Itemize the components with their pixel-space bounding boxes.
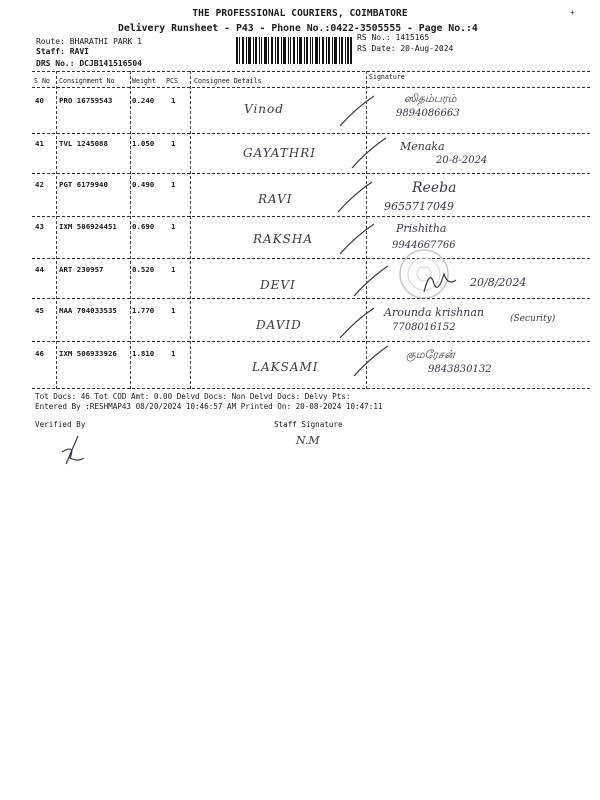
signature-date: 20-8-2024 bbox=[436, 155, 488, 166]
table-bottom-rule bbox=[32, 388, 590, 389]
row-weight: 0.490 bbox=[132, 180, 155, 189]
row-divider bbox=[32, 258, 590, 259]
row-consignment-no: IXM 506924451 bbox=[59, 222, 117, 231]
row-consignment-no: PRO 16759543 bbox=[59, 96, 113, 105]
consignee-handwriting: GAYATHRI bbox=[243, 146, 317, 160]
row-sno: 40 bbox=[35, 96, 44, 105]
col-header-pcs: PCS bbox=[166, 77, 178, 85]
rs-date: RS Date: 20-Aug-2024 bbox=[357, 44, 454, 53]
col-header-consignee: Consignee Details bbox=[194, 77, 262, 85]
row-sno: 43 bbox=[35, 222, 44, 231]
row-consignment-no: PGT 6179940 bbox=[59, 180, 108, 189]
verifier-signature-icon bbox=[56, 434, 88, 470]
consignee-handwriting: DEVI bbox=[260, 278, 296, 292]
delivery-tick-icon bbox=[336, 180, 376, 214]
col-header-weight: Weight bbox=[132, 77, 156, 85]
row-pcs: 1 bbox=[171, 265, 176, 274]
row-pcs: 1 bbox=[171, 222, 176, 231]
row-weight: 0.690 bbox=[132, 222, 155, 231]
row-pcs: 1 bbox=[171, 306, 176, 315]
signature-phone: 9655717049 bbox=[384, 200, 454, 213]
signature-scribble-icon bbox=[420, 266, 460, 296]
row-divider bbox=[32, 173, 590, 174]
col-header-sno: S No bbox=[34, 77, 50, 85]
delivery-tick-icon bbox=[338, 94, 378, 128]
row-weight: 1.810 bbox=[132, 349, 155, 358]
row-pcs: 1 bbox=[171, 96, 176, 105]
signature-handwriting: Prishitha bbox=[396, 222, 447, 235]
consignee-handwriting: RAVI bbox=[258, 192, 293, 206]
row-divider bbox=[32, 216, 590, 217]
table-header-rule bbox=[32, 87, 590, 88]
delivery-tick-icon bbox=[338, 222, 378, 256]
col-header-consignment: Consignment No bbox=[59, 77, 115, 85]
row-divider bbox=[32, 341, 590, 342]
delivery-tick-icon bbox=[352, 264, 392, 298]
delivery-tick-icon bbox=[338, 306, 378, 340]
row-consignment-no: MAA 704033535 bbox=[59, 306, 117, 315]
staff-label: Staff: RAVI bbox=[36, 47, 89, 56]
row-pcs: 1 bbox=[171, 349, 176, 358]
signature-handwriting: Reeba bbox=[412, 180, 457, 196]
row-consignment-no: TVL 1245088 bbox=[59, 139, 108, 148]
row-sno: 41 bbox=[35, 139, 44, 148]
delivery-tick-icon bbox=[352, 344, 392, 378]
entered-by-line: Entered By :RESHMAP43 08/20/2024 10:46:57 AM Printed On: 20-08-2024 10:47:11 bbox=[35, 402, 383, 411]
table-top-rule bbox=[32, 71, 590, 72]
row-weight: 0.520 bbox=[132, 265, 155, 274]
delivery-tick-icon bbox=[350, 136, 390, 170]
consignee-handwriting: LAKSAMI bbox=[252, 360, 319, 374]
signature-note: (Security) bbox=[510, 314, 556, 324]
barcode-icon bbox=[236, 37, 352, 64]
row-pcs: 1 bbox=[171, 139, 176, 148]
route-label: Route: BHARATHI PARK 1 bbox=[36, 37, 142, 46]
signature-handwriting: ஸிதம்பரம் bbox=[404, 92, 457, 105]
rs-number: RS No.: 1415165 bbox=[357, 33, 430, 42]
row-consignment-no: IXM 506933926 bbox=[59, 349, 117, 358]
corner-mark: + bbox=[570, 8, 575, 17]
row-sno: 42 bbox=[35, 180, 44, 189]
company-name: THE PROFESSIONAL COURIERS, COIMBATORE bbox=[192, 8, 408, 19]
consignee-handwriting: RAKSHA bbox=[253, 232, 314, 246]
row-divider bbox=[32, 133, 590, 134]
staff-signature-handwriting: N.M bbox=[296, 434, 320, 447]
row-sno: 44 bbox=[35, 265, 44, 274]
signature-handwriting: Menaka bbox=[400, 140, 445, 153]
signature-handwriting: Arounda krishnan bbox=[384, 306, 484, 319]
row-sno: 46 bbox=[35, 349, 44, 358]
runsheet-title: Delivery Runsheet - P43 - Phone No.:0422-3505555 - Page No.:4 bbox=[118, 23, 478, 34]
row-consignment-no: ART 230957 bbox=[59, 265, 104, 274]
row-weight: 0.240 bbox=[132, 96, 155, 105]
row-divider bbox=[32, 298, 590, 299]
signature-phone: 9944667766 bbox=[392, 240, 456, 251]
signature-phone: 9894086663 bbox=[396, 108, 460, 119]
staff-signature-label: Staff Signature bbox=[274, 420, 343, 429]
signature-handwriting: குமரேசன் bbox=[406, 348, 455, 361]
consignee-handwriting: Vinod bbox=[244, 102, 284, 116]
col-header-signature: Signature bbox=[369, 73, 405, 81]
verified-by-label: Verified By bbox=[35, 420, 86, 429]
totals-line: Tot Docs: 46 Tot COD Amt: 0.00 Delvd Docs: Non Delvd Docs: Delvy Pts: bbox=[35, 392, 351, 401]
signature-phone: 7708016152 bbox=[392, 322, 456, 333]
row-pcs: 1 bbox=[171, 180, 176, 189]
signature-phone: 9843830132 bbox=[428, 364, 492, 375]
row-weight: 1.770 bbox=[132, 306, 155, 315]
consignee-handwriting: DAVID bbox=[256, 318, 302, 332]
row-sno: 45 bbox=[35, 306, 44, 315]
drs-number: DRS No.: DCJB141516504 bbox=[36, 59, 142, 68]
signature-date: 20/8/2024 bbox=[470, 276, 527, 289]
row-weight: 1.050 bbox=[132, 139, 155, 148]
